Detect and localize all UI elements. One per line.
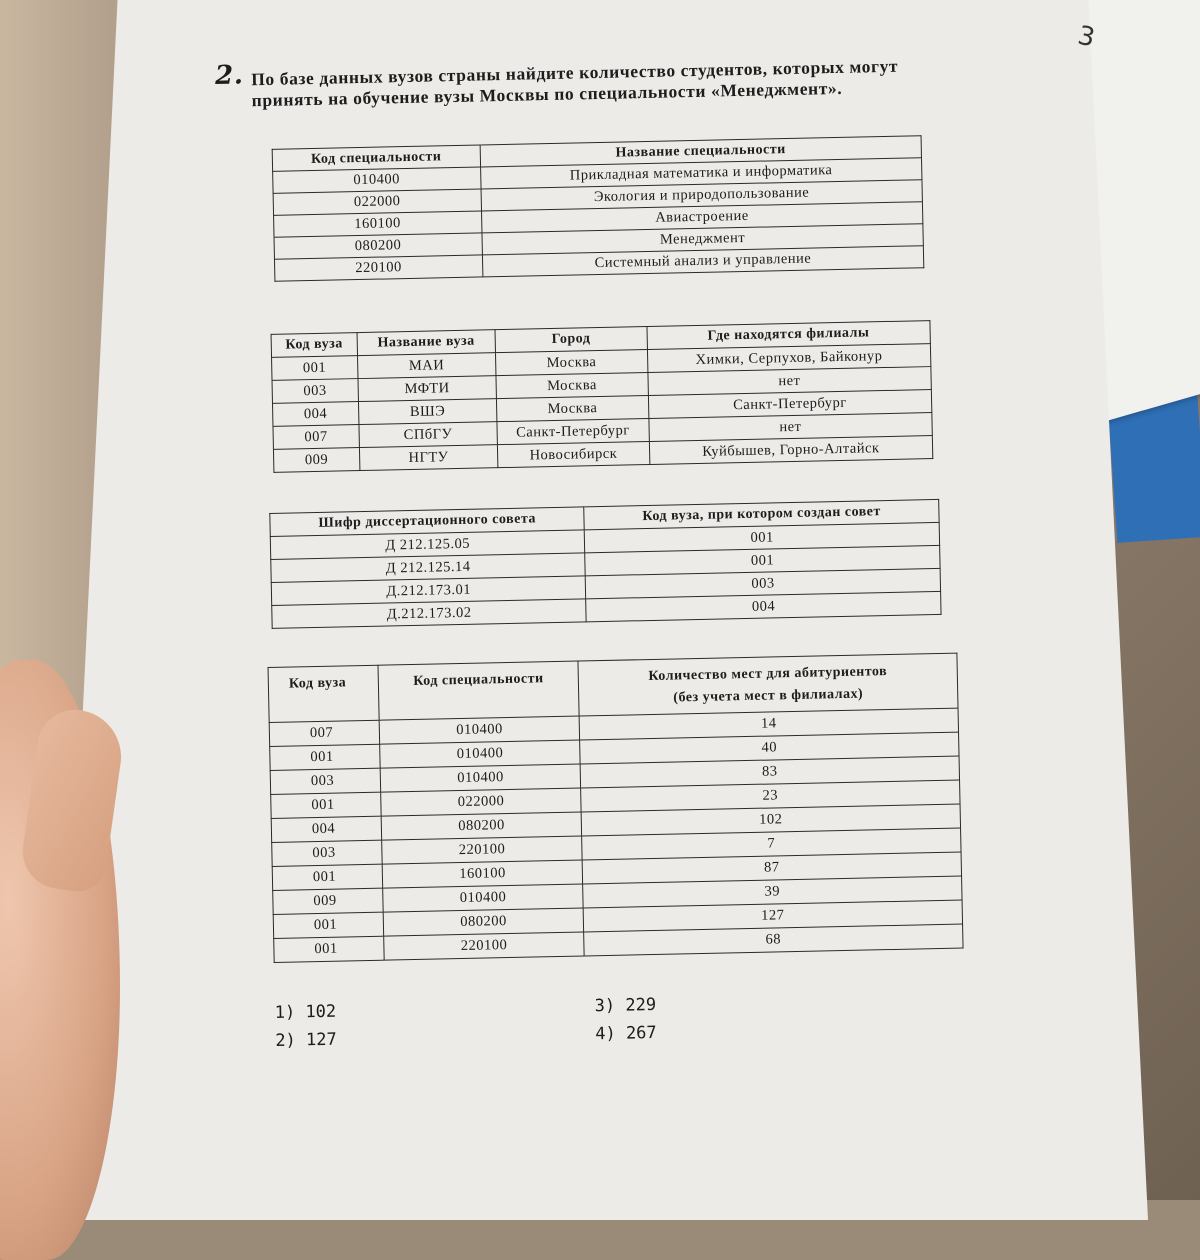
university-code-cell: 001 xyxy=(270,744,381,770)
university-name-cell: НГТУ xyxy=(359,445,498,471)
university-code-cell: 001 xyxy=(273,912,384,938)
university-code-cell: 003 xyxy=(586,568,941,598)
answer-option-2: 2) 127 xyxy=(275,1029,337,1051)
specialty-code-cell: 010400 xyxy=(379,716,579,744)
university-code-cell: 001 xyxy=(271,792,382,818)
university-code-cell: 004 xyxy=(586,591,941,621)
task-number: 2. xyxy=(214,60,244,91)
branches-cell: нет xyxy=(648,413,932,442)
places-count-cell: 83 xyxy=(580,756,959,788)
council-code-cell: Д 212.125.05 xyxy=(270,530,585,560)
university-code-cell: 004 xyxy=(272,402,358,427)
answer-option-3: 3) 229 xyxy=(594,994,657,1017)
university-name-cell: МФТИ xyxy=(358,376,497,402)
worksheet-content xyxy=(215,55,956,1070)
column-header: Код вуза, при котором создан совет xyxy=(584,499,939,529)
city-cell: Москва xyxy=(496,350,648,376)
specialty-name-cell: Прикладная математика и информатика xyxy=(480,158,922,189)
city-cell: Новосибирск xyxy=(497,441,649,467)
university-code-cell: 001 xyxy=(272,864,383,890)
council-code-cell: Д 212.125.14 xyxy=(271,553,586,583)
column-header: Код вуза xyxy=(268,665,379,722)
city-cell: Санкт-Петербург xyxy=(497,418,649,444)
university-code-cell: 001 xyxy=(585,522,940,552)
handwritten-page-number: 3 xyxy=(1075,20,1098,54)
branches-cell: нет xyxy=(648,367,932,396)
column-header: Код вуза xyxy=(271,333,357,358)
task-text: По базе данных вузов страны найдите количество студентов, которых могут принять на обучение вузы Москвы по специальности «Менеджмент». xyxy=(250,55,899,111)
specialty-name-cell: Авиастроение xyxy=(481,202,923,233)
city-cell: Москва xyxy=(496,396,648,422)
university-code-cell: 007 xyxy=(269,720,380,746)
council-code-cell: Д.212.173.01 xyxy=(271,576,586,606)
university-code-cell: 001 xyxy=(274,936,385,962)
universities-table xyxy=(271,320,934,473)
specialty-name-cell: Менеджмент xyxy=(482,224,924,255)
specialty-code-cell: 010400 xyxy=(273,167,481,193)
branches-cell: Куйбышев, Горно-Алтайск xyxy=(649,436,933,465)
university-name-cell: ВШЭ xyxy=(358,399,497,425)
places-count-cell: 40 xyxy=(580,732,959,764)
specialty-code-cell: 220100 xyxy=(384,932,584,960)
branches-cell: Санкт-Петербург xyxy=(648,390,932,419)
specialty-code-cell: 220100 xyxy=(274,255,482,281)
places-count-cell: 68 xyxy=(584,924,963,956)
specialty-code-cell: 220100 xyxy=(382,836,582,864)
specialty-code-cell: 160100 xyxy=(274,211,482,237)
answer-options xyxy=(274,984,974,1051)
specialty-code-cell: 010400 xyxy=(380,764,580,792)
answer-option-1: 1) 102 xyxy=(274,1001,337,1023)
branches-cell: Химки, Серпухов, Байконур xyxy=(647,344,931,373)
specialties-table xyxy=(272,135,925,282)
city-cell: Москва xyxy=(496,373,648,399)
specialty-name-cell: Экология и природопользование xyxy=(481,180,923,211)
column-header: Город xyxy=(495,327,647,353)
specialty-code-cell: 080200 xyxy=(383,908,583,936)
task-statement xyxy=(215,55,937,134)
column-header: Название вуза xyxy=(357,330,496,356)
council-code-cell: Д.212.173.02 xyxy=(272,599,587,629)
header-line-2: (без учета мест в филиалах) xyxy=(673,686,864,706)
specialty-code-cell: 010400 xyxy=(380,740,580,768)
column-header: Код специальности xyxy=(272,145,480,171)
column-header: Где находятся филиалы xyxy=(647,321,931,350)
places-count-cell: 23 xyxy=(581,780,960,812)
specialty-code-cell: 022000 xyxy=(381,788,581,816)
university-code-cell: 001 xyxy=(585,545,940,575)
header-line-1: Количество мест для абитуриентов xyxy=(648,664,888,685)
places-count-cell: 87 xyxy=(582,852,961,884)
specialty-code-cell: 080200 xyxy=(381,812,581,840)
places-count-cell: 7 xyxy=(582,828,961,860)
places-count-cell: 102 xyxy=(581,804,960,836)
column-header xyxy=(578,653,958,716)
specialty-name-cell: Системный анализ и управление xyxy=(482,246,924,277)
university-code-cell: 004 xyxy=(271,816,382,842)
places-count-cell: 14 xyxy=(579,708,958,740)
column-header: Название специальности xyxy=(480,136,922,167)
specialty-code-cell: 160100 xyxy=(382,860,582,888)
column-header: Код специальности xyxy=(378,661,579,720)
university-name-cell: МАИ xyxy=(357,353,496,379)
places-count-cell: 127 xyxy=(583,900,962,932)
university-code-cell: 009 xyxy=(273,448,359,473)
university-name-cell: СПбГУ xyxy=(359,422,498,448)
university-code-cell: 007 xyxy=(273,425,359,450)
places-table xyxy=(268,653,964,963)
university-code-cell: 003 xyxy=(272,840,383,866)
column-header: Шифр диссертационного совета xyxy=(270,507,585,537)
councils-table xyxy=(269,499,941,629)
university-code-cell: 003 xyxy=(270,768,381,794)
specialty-code-cell: 022000 xyxy=(273,189,481,215)
specialty-code-cell: 010400 xyxy=(383,884,583,912)
university-code-cell: 009 xyxy=(273,888,384,914)
specialty-code-cell: 080200 xyxy=(274,233,482,259)
answer-option-4: 4) 267 xyxy=(595,1022,657,1045)
places-count-cell: 39 xyxy=(583,876,962,908)
university-code-cell: 003 xyxy=(272,379,358,404)
university-code-cell: 001 xyxy=(272,356,358,381)
